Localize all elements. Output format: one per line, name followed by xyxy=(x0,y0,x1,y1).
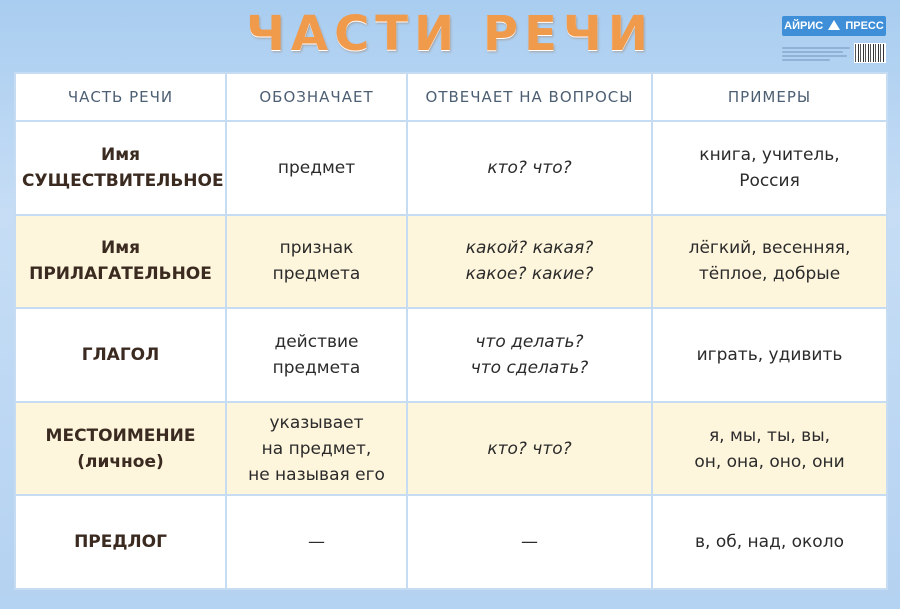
part-line: СУЩЕСТВИТЕЛЬНОЕ xyxy=(22,170,224,191)
publisher-logo xyxy=(782,16,886,66)
cell-meaning xyxy=(226,308,407,402)
meaning-line: предмета xyxy=(272,357,361,378)
example-line: книга, учитель, xyxy=(699,144,840,165)
cell-questions xyxy=(407,215,652,309)
cell-questions xyxy=(407,402,652,496)
cell-part xyxy=(15,495,226,589)
header-examples: ПРИМЕРЫ xyxy=(652,73,887,121)
cell-examples xyxy=(652,308,887,402)
cell-meaning xyxy=(226,402,407,496)
part-line: МЕСТОИМЕНИЕ xyxy=(45,425,196,446)
cell-examples xyxy=(652,121,887,215)
meaning-line: не называя его xyxy=(248,464,385,485)
question-line: какой? какая? xyxy=(465,238,594,259)
cell-part xyxy=(15,308,226,402)
parts-of-speech-table xyxy=(14,72,886,590)
meaning-line: признак xyxy=(279,238,354,259)
example-line: он, она, оно, они xyxy=(694,451,845,472)
question-line: что делать? xyxy=(475,331,584,352)
cell-meaning xyxy=(226,495,407,589)
question-line: кто? что? xyxy=(487,438,572,459)
part-line: Имя xyxy=(100,144,141,165)
table-row xyxy=(15,121,887,215)
meaning-line: указывает xyxy=(269,412,364,433)
triangle-icon xyxy=(828,20,840,30)
example-line: я, мы, ты, вы, xyxy=(708,425,831,446)
cell-examples xyxy=(652,495,887,589)
question-line: какое? какие? xyxy=(465,264,594,285)
example-line: лёгкий, весенняя, xyxy=(688,238,851,259)
cell-examples xyxy=(652,402,887,496)
example-line: тёплое, добрые xyxy=(698,264,841,285)
publisher-suffix: ПРЕСС xyxy=(845,20,884,32)
header-part: ЧАСТЬ РЕЧИ xyxy=(15,73,226,121)
table-row xyxy=(15,402,887,496)
cell-meaning xyxy=(226,215,407,309)
example-line: Россия xyxy=(739,170,800,191)
question-line: что сделать? xyxy=(470,357,589,378)
question-line: — xyxy=(521,532,538,553)
meaning-line: — xyxy=(308,532,325,553)
header-meaning: ОБОЗНАЧАЕТ xyxy=(226,73,407,121)
question-line: кто? что? xyxy=(487,157,572,178)
header-questions: ОТВЕЧАЕТ НА ВОПРОСЫ xyxy=(407,73,652,121)
part-line: ПРИЛАГАТЕЛЬНОЕ xyxy=(29,264,212,285)
cell-meaning xyxy=(226,121,407,215)
fine-print-lines xyxy=(782,47,850,63)
publisher-name: АЙРИС xyxy=(784,20,824,32)
cell-examples xyxy=(652,215,887,309)
table-row xyxy=(15,215,887,309)
meaning-line: действие xyxy=(274,331,359,352)
publisher-badge xyxy=(782,16,886,36)
table-header-row xyxy=(15,73,887,121)
meaning-line: предмета xyxy=(272,264,361,285)
table-row xyxy=(15,308,887,402)
meaning-line: на предмет, xyxy=(261,438,372,459)
example-line: играть, удивить xyxy=(696,344,843,365)
cell-part xyxy=(15,215,226,309)
table-row xyxy=(15,495,887,589)
cell-questions xyxy=(407,308,652,402)
cell-part xyxy=(15,402,226,496)
cell-part xyxy=(15,121,226,215)
publisher-fine-print xyxy=(782,39,886,63)
cell-questions xyxy=(407,121,652,215)
page-title: ЧАСТИ РЕЧИ xyxy=(246,6,654,62)
barcode-icon xyxy=(854,43,886,63)
meaning-line: предмет xyxy=(277,157,356,178)
cell-questions xyxy=(407,495,652,589)
part-line: (личное) xyxy=(77,451,164,472)
part-line: ГЛАГОЛ xyxy=(81,344,160,365)
example-line: в, об, над, около xyxy=(695,532,844,553)
part-line: ПРЕДЛОГ xyxy=(74,532,167,553)
part-line: Имя xyxy=(100,238,141,259)
